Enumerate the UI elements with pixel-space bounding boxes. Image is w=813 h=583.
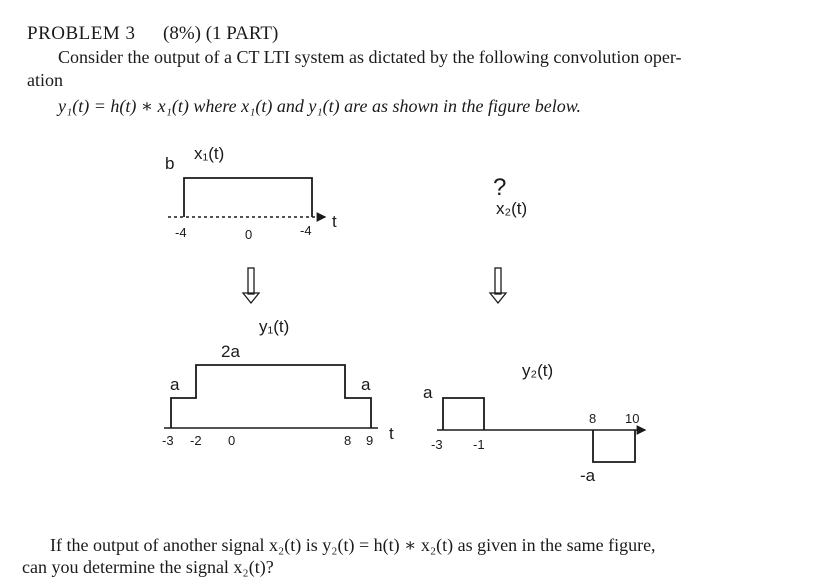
x1-tick-label: -4 [175,225,187,240]
y2-tick-label: -1 [473,437,485,452]
y1-left-step-label: a [170,375,180,394]
x1-tick-label: -4 [300,223,312,238]
y1-plot [164,365,378,428]
y2-label: y₂(t) [522,361,554,380]
down-arrow-icon [490,268,506,303]
y1-axis-label: t [389,424,394,443]
y2-tick-label: 8 [589,411,597,426]
down-arrow-icon [243,268,259,303]
problem-number: PROBLEM 3 [27,23,136,44]
y1-tick-label: 0 [228,433,236,448]
y1-tick-label: 8 [344,433,352,448]
x2-question-mark: ? [493,174,507,201]
x2-label: x₂(t) [496,199,528,218]
y1-tick-label: -3 [162,433,174,448]
x1-label: x₁(t) [194,144,225,163]
question-line-1: If the output of another signal x₂(t) is y₂(t) = h(t) ∗ x₂(t) as given in the same figure, [50,535,656,555]
x1-pulse [184,178,312,217]
question-line-2: can you determine the signal x₂(t)? [22,557,274,577]
y2-tick-label: 10 [625,411,640,426]
y1-right-step-label: a [361,375,371,394]
y1-tick-label: 9 [366,433,374,448]
x1-axis-label: t [332,212,337,231]
x1-amplitude-label: b [165,154,175,173]
y1-tick-label: -2 [190,433,202,448]
y2-positive-amplitude-label: a [423,383,433,402]
intro-line-2: ation [27,70,63,90]
equation-line: y₁(t) = h(t) ∗ x₁(t) where x₁(t) and y₁(t) are as shown in the figure below. [58,96,581,116]
y2-plot [437,398,645,462]
y2-tick-label: -3 [431,437,443,452]
y2-negative-pulse [593,430,635,462]
y1-plateau-label: 2a [221,342,240,361]
intro-line-1: Consider the output of a CT LTI system as dictated by the following convolution oper- [58,47,682,67]
x1-plot [168,178,325,217]
x1-tick-label: 0 [245,227,253,242]
problem-weight: (8%) (1 PART) [163,23,279,44]
y1-waveform [171,365,371,428]
y1-label: y₁(t) [259,317,290,336]
y2-negative-amplitude-label: -a [580,466,596,485]
y2-positive-pulse [443,398,484,430]
